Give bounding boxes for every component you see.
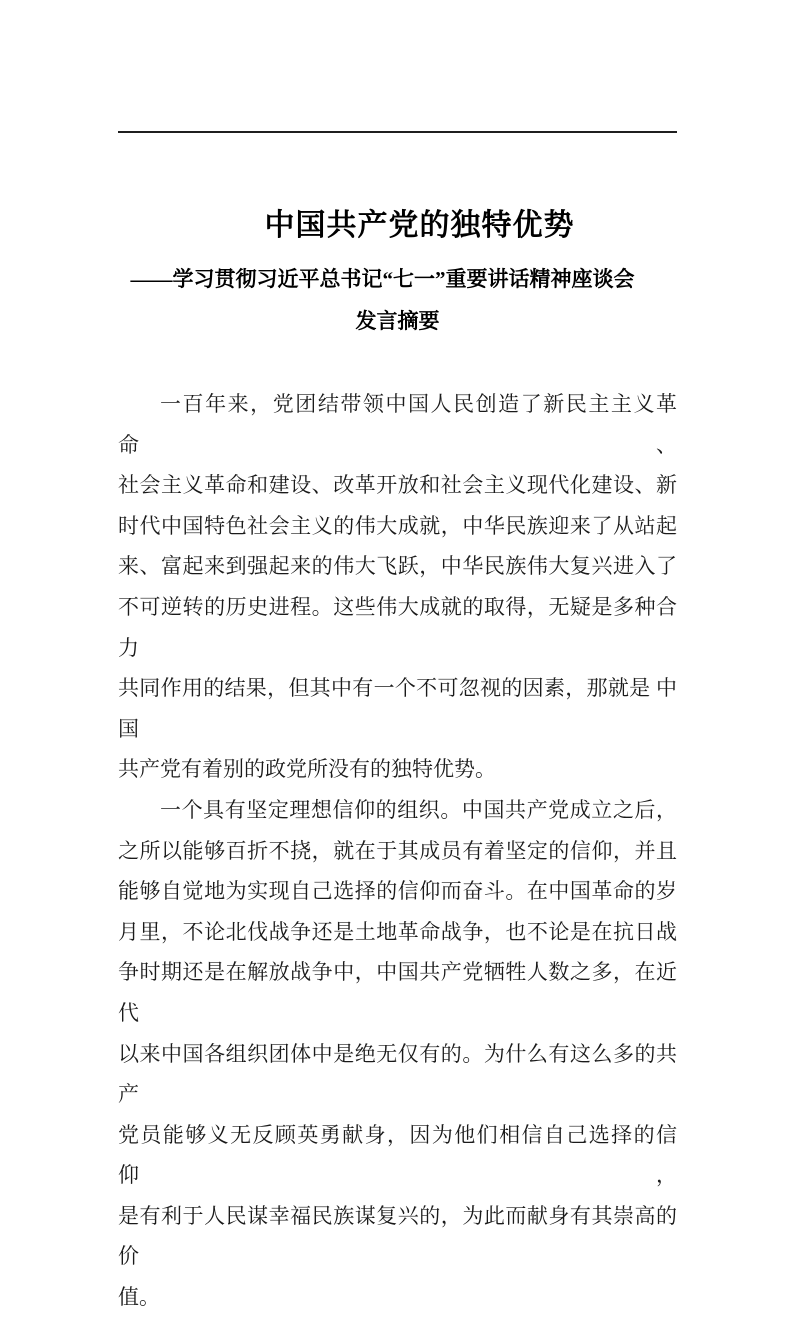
document-title: 中国共产党的独特优势 [264,209,575,242]
document-subtitle [118,258,677,342]
body-line: 党员能够义无反顾英勇献身，因为他们相信自己选择的信仰， [118,1122,677,1188]
body-line: 时代中国特色社会主义的伟大成就，中华民族迎来了从站起 [118,513,677,538]
body-line: 共同作用的结果，但其中有一个不可忽视的因素，那就是 中国 [118,676,677,741]
document-body [118,384,677,1318]
paragraph-1 [118,384,677,790]
body-line: 以来中国各组织团体中是绝无仅有的。为什么有这么多的共产 [118,1041,677,1107]
subtitle-line-1: ——学习贯彻习近平总书记“七一”重要讲话精神座谈会 [130,267,635,291]
body-line: 共产党有着别的政党所没有的独特优势。 [118,757,496,782]
body-line: 争时期还是在解放战争中，中国共产党牺牲人数之多，在近代 [118,960,677,1025]
body-line: 值。 [118,1285,160,1310]
subtitle-line-2: 发言摘要 [355,309,440,333]
body-line: 月里，不论北伐战争还是土地革命战争，也不论是在抗日战 [118,919,677,944]
body-line: 不可逆转的历史进程。这些伟大成就的取得，无疑是多种合 力 [118,594,677,660]
body-line: 能够自觉地为实现自己选择的信仰而奋斗。在中国革命的岁 [118,879,677,904]
document-content [118,0,677,1318]
body-line: 一个具有坚定理想信仰的组织。中国共产党成立之后， [160,797,677,822]
body-line: 是有利于人民谋幸福民族谋复兴的，为此而献身有其崇高的价 [118,1203,677,1269]
paragraph-2 [118,790,677,1318]
body-line: 来、富起来到强起来的伟大飞跃，中华民族伟大复兴进入了 [118,554,677,579]
body-line: 社会主义革命和建设、改革开放和社会主义现代化建设、新 [118,473,677,498]
body-line: 之所以能够百折不挠，就在于其成员有着坚定的信仰，并且 [118,838,677,863]
body-line: 一百年来，党团结带领中国人民创造了新民主主义革命、 [118,392,677,457]
